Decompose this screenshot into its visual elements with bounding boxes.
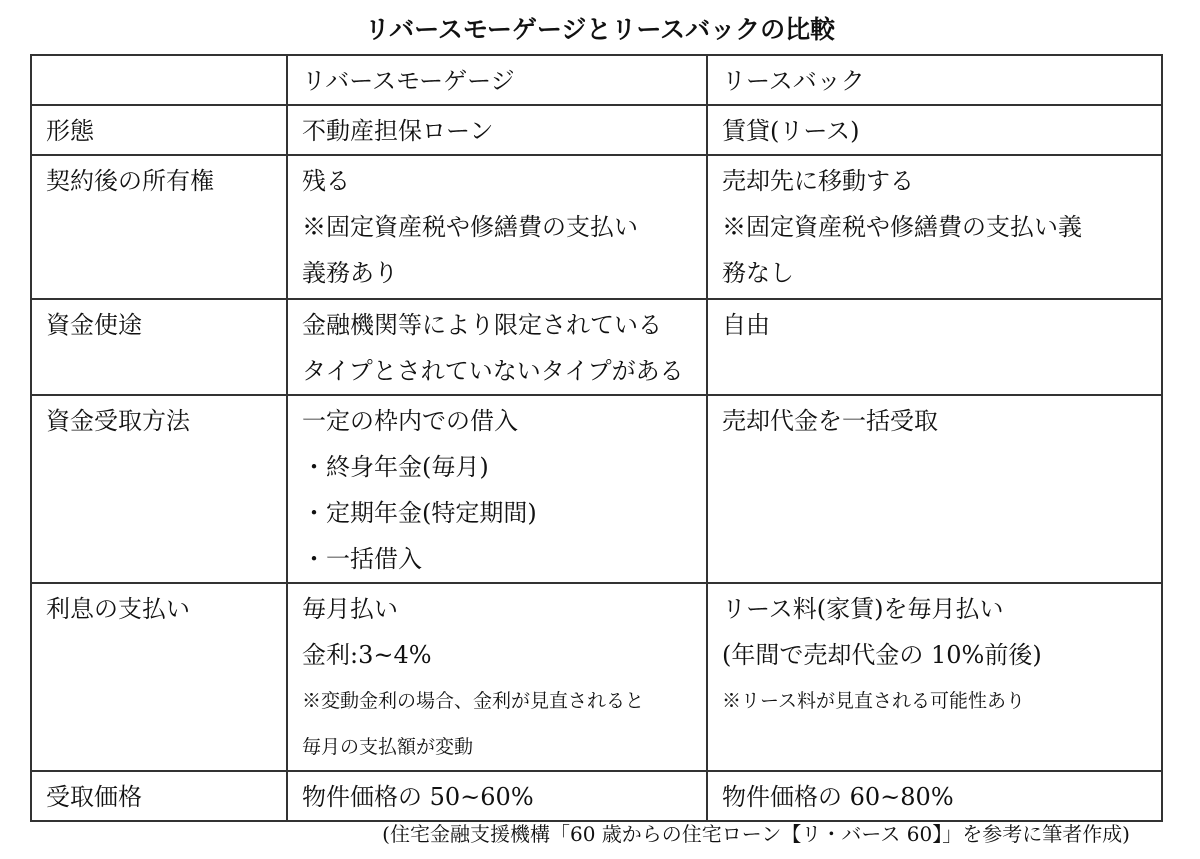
- table-title: リバースモーゲージとリースバックの比較: [364, 15, 836, 44]
- cell-line: 毎月の支払額が変動: [302, 736, 474, 758]
- cell-reverse-mortgage: [287, 583, 707, 771]
- cell-line: ・定期年金(特定期間): [302, 499, 537, 527]
- cell-line: 物件価格の 60~80%: [722, 783, 954, 811]
- cell-line: ・一括借入: [302, 545, 422, 573]
- cell-line: 一定の枠内での借入: [302, 407, 518, 435]
- row-label: 契約後の所有権: [46, 167, 214, 195]
- table-row: [31, 155, 1162, 299]
- cell-line: 物件価格の 50~60%: [302, 783, 534, 811]
- cell-line: ※リース料が見直される可能性あり: [722, 690, 1026, 712]
- cell-line: (年間で売却代金の 10%前後): [722, 641, 1042, 669]
- table-row: [31, 771, 1162, 821]
- cell-leaseback: [707, 105, 1162, 155]
- cell-line: 毎月払い: [302, 595, 398, 623]
- table-row: [31, 105, 1162, 155]
- cell-line: 売却代金を一括受取: [722, 407, 938, 435]
- table-row: [31, 299, 1162, 395]
- cell-line: ※固定資産税や修繕費の支払い: [302, 213, 638, 241]
- cell-line: 賃貸(リース): [722, 117, 860, 145]
- header-cell-leaseback: [707, 55, 1162, 105]
- cell-line: 金利:3~4%: [302, 641, 432, 669]
- cell-line: ※変動金利の場合、金利が見直されると: [302, 690, 645, 712]
- cell-reverse-mortgage: [287, 105, 707, 155]
- cell-leaseback: [707, 583, 1162, 771]
- row-label: 形態: [46, 117, 94, 145]
- cell-line: 売却先に移動する: [722, 167, 914, 195]
- cell-line: 自由: [722, 311, 770, 339]
- header-text: リバースモーゲージ: [302, 67, 515, 95]
- table-row: [31, 583, 1162, 771]
- cell-leaseback: [707, 155, 1162, 299]
- cell-line: ・終身年金(毎月): [302, 453, 489, 481]
- cell-line: 金融機関等により限定されている: [302, 311, 662, 339]
- row-label-cell: [31, 583, 287, 771]
- cell-leaseback: [707, 299, 1162, 395]
- cell-reverse-mortgage: [287, 155, 707, 299]
- cell-leaseback: [707, 771, 1162, 821]
- cell-reverse-mortgage: [287, 395, 707, 583]
- row-label: 資金使途: [46, 311, 142, 339]
- source-note: (住宅金融支援機構「60 歳からの住宅ローン【リ・バース 60】」を参考に筆者作成): [382, 822, 1130, 846]
- cell-line: 不動産担保ローン: [302, 117, 494, 145]
- comparison-table: [30, 54, 1163, 822]
- row-label-cell: [31, 395, 287, 583]
- row-label-cell: [31, 771, 287, 821]
- cell-leaseback: [707, 395, 1162, 583]
- header-row: [31, 55, 1162, 105]
- row-label-cell: [31, 155, 287, 299]
- header-cell-reverse-mortgage: [287, 55, 707, 105]
- row-label: 受取価格: [46, 783, 142, 811]
- cell-line: 残る: [302, 167, 350, 195]
- table-row: [31, 395, 1162, 583]
- cell-line: タイプとされていないタイプがある: [302, 357, 684, 385]
- header-cell-empty: [31, 55, 287, 105]
- cell-line: ※固定資産税や修繕費の支払い義: [722, 213, 1082, 241]
- row-label: 資金受取方法: [46, 407, 190, 435]
- cell-line: 義務あり: [302, 259, 398, 287]
- cell-line: 務なし: [722, 259, 794, 287]
- row-label: 利息の支払い: [46, 595, 190, 623]
- row-label-cell: [31, 299, 287, 395]
- cell-line: リース料(家賃)を毎月払い: [722, 595, 1004, 623]
- cell-reverse-mortgage: [287, 771, 707, 821]
- cell-reverse-mortgage: [287, 299, 707, 395]
- row-label-cell: [31, 105, 287, 155]
- header-text: リースバック: [722, 67, 865, 95]
